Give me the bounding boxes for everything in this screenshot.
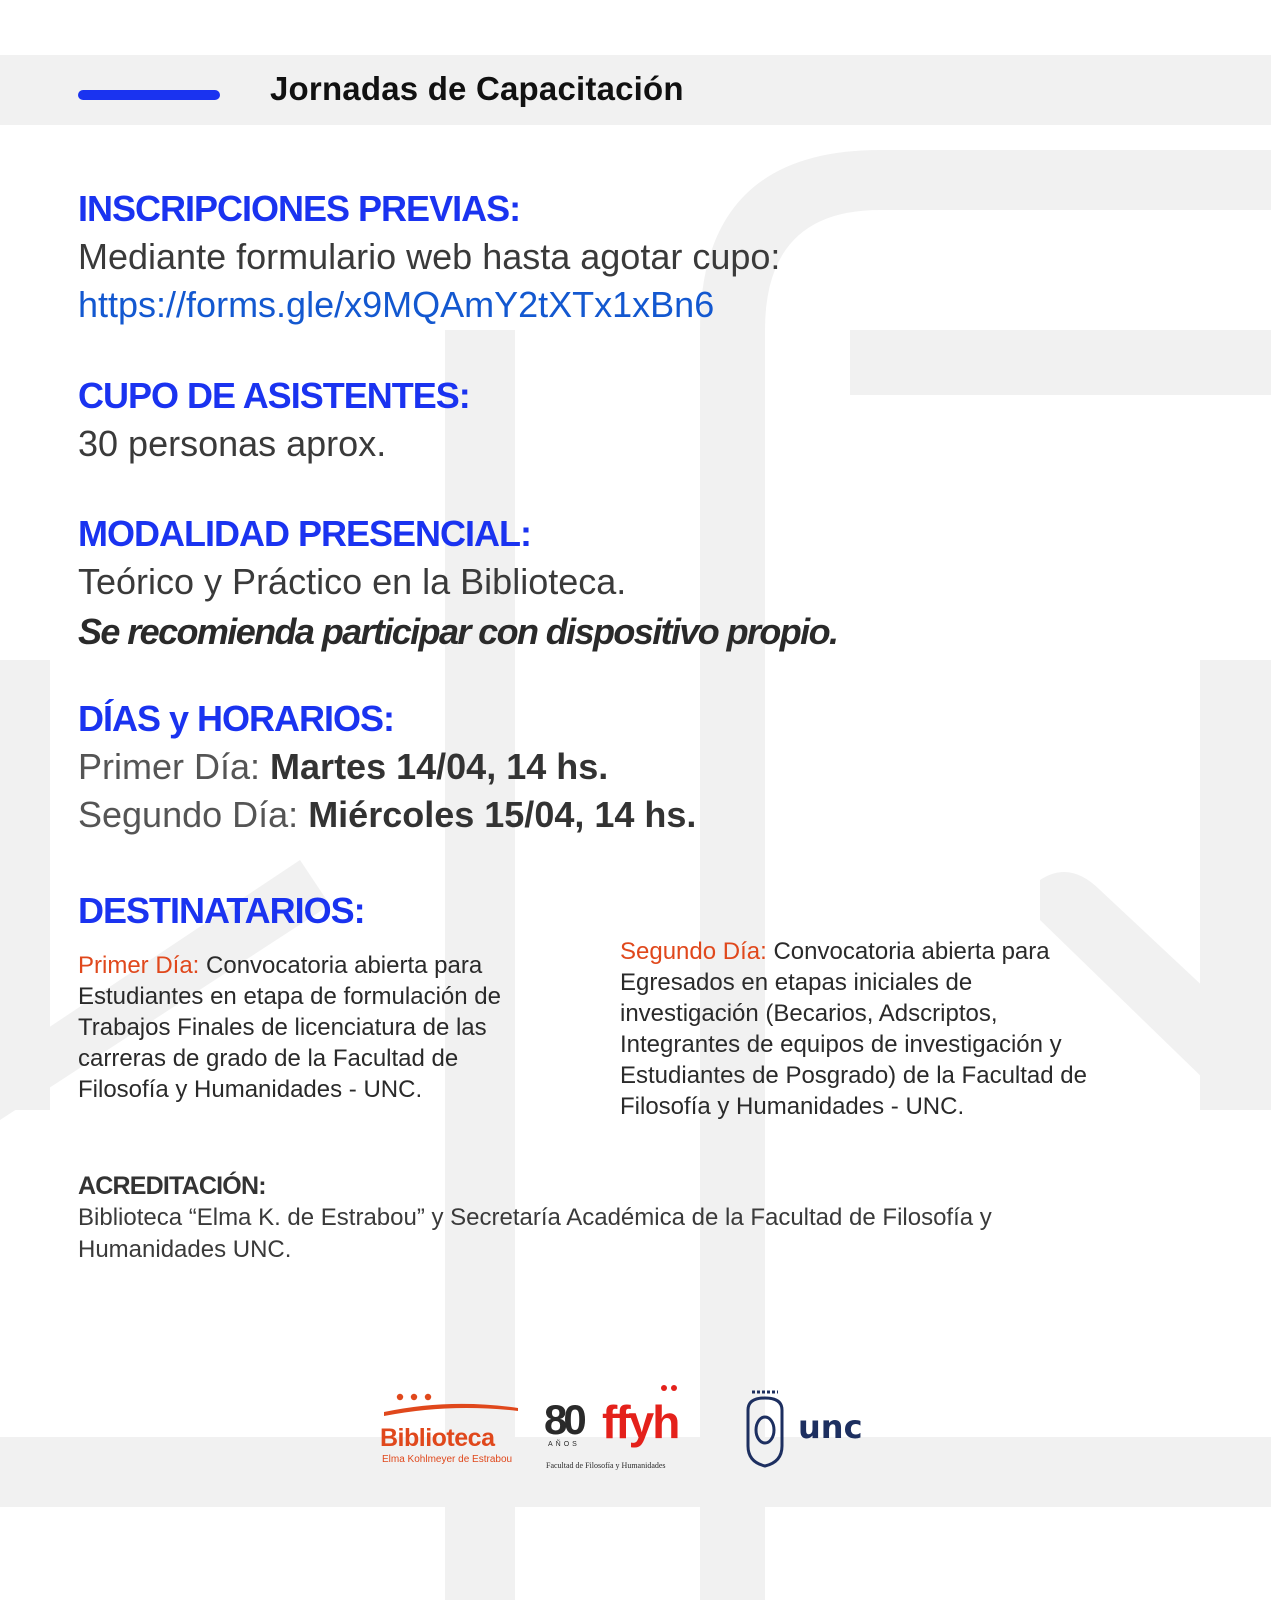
ffyh-sub: Facultad de Filosofía y Humanidades — [546, 1461, 666, 1470]
destinatarios-col-2 — [620, 936, 1180, 1122]
ffyh-logo — [544, 1385, 678, 1470]
dest1-label: Primer Día: — [78, 952, 200, 979]
unc-logo — [748, 1392, 863, 1466]
dias-day1-value: Martes 14/04, 14 hs. — [270, 746, 609, 787]
modalidad-title: MODALIDAD PRESENCIAL: — [78, 513, 531, 554]
dest1-line1-text: Convocatoria abierta para — [199, 952, 483, 979]
ffyh-number: 80 — [544, 1396, 583, 1443]
acreditacion-line2: Humanidades UNC. — [78, 1236, 292, 1263]
dest1-line5: Filosofía y Humanidades - UNC. — [78, 1076, 423, 1103]
dest1-line4: carreras de grado de la Facultad de — [78, 1045, 459, 1072]
cupo-section — [78, 372, 470, 468]
logos-row — [380, 1380, 880, 1480]
dest1-line2: Estudiantes en etapa de formulación de — [78, 983, 501, 1010]
acreditacion-line1: Biblioteca “Elma K. de Estrabou” y Secretaría Académica de la Facultad de Filosofía y — [78, 1204, 992, 1231]
dest2-line6: Filosofía y Humanidades - UNC. — [620, 1093, 965, 1120]
modalidad-section — [78, 510, 837, 658]
biblioteca-name: Biblioteca — [380, 1424, 495, 1452]
dias-title: DÍAS y HORARIOS: — [78, 698, 395, 739]
ffyh-name: ffyh — [602, 1396, 679, 1448]
dest2-line2: Egresados en etapas iniciales de — [620, 969, 973, 996]
dest2-line1 — [620, 936, 1180, 967]
destinatarios-title: DESTINATARIOS: — [78, 890, 365, 931]
acreditacion-title: ACREDITACIÓN: — [78, 1172, 266, 1200]
dest2-line3: investigación (Becarios, Adscriptos, — [620, 1000, 998, 1027]
dias-day1-label: Primer Día: — [78, 746, 261, 787]
dest2-line5: Estudiantes de Posgrado) de la Facultad de — [620, 1062, 1087, 1089]
header-accent-bar — [78, 90, 220, 100]
dias-day2-value: Miércoles 15/04, 14 hs. — [308, 794, 697, 835]
dest2-label: Segundo Día: — [620, 938, 767, 965]
dias-day1 — [78, 743, 696, 791]
acreditacion-section — [78, 1170, 992, 1266]
dias-section — [78, 695, 696, 839]
destinatarios-section — [78, 887, 365, 935]
registration-link[interactable]: https://forms.gle/x9MQAmY2tXTx1xBn6 — [78, 284, 715, 325]
cupo-title: CUPO DE ASISTENTES: — [78, 375, 470, 416]
dest1-line1 — [78, 950, 598, 981]
biblioteca-logo — [380, 1394, 518, 1465]
dest1-line3: Trabajos Finales de licenciatura de las — [78, 1014, 487, 1041]
cupo-text: 30 personas aprox. — [78, 423, 387, 464]
dest2-line4: Integrantes de equipos de investigación y — [620, 1031, 1062, 1058]
biblioteca-sub: Elma Kohlmeyer de Estrabou — [382, 1454, 513, 1465]
inscripciones-text: Mediante formulario web hasta agotar cupo: — [78, 236, 781, 277]
unc-name: unc — [798, 1408, 863, 1446]
destinatarios-col-1 — [78, 950, 598, 1105]
dias-day2 — [78, 791, 696, 839]
ffyh-anos: AÑOS — [548, 1441, 580, 1448]
header-title: Jornadas de Capacitación — [270, 70, 684, 107]
inscripciones-title: INSCRIPCIONES PREVIAS: — [78, 188, 521, 229]
inscripciones-section — [78, 185, 780, 329]
modalidad-note: Se recomienda participar con dispositivo propio. — [78, 611, 838, 652]
dias-day2-label: Segundo Día: — [78, 794, 299, 835]
modalidad-text: Teórico y Práctico en la Biblioteca. — [78, 561, 627, 602]
unc-shield-icon — [748, 1392, 782, 1466]
dest2-line1-text: Convocatoria abierta para — [766, 938, 1050, 965]
